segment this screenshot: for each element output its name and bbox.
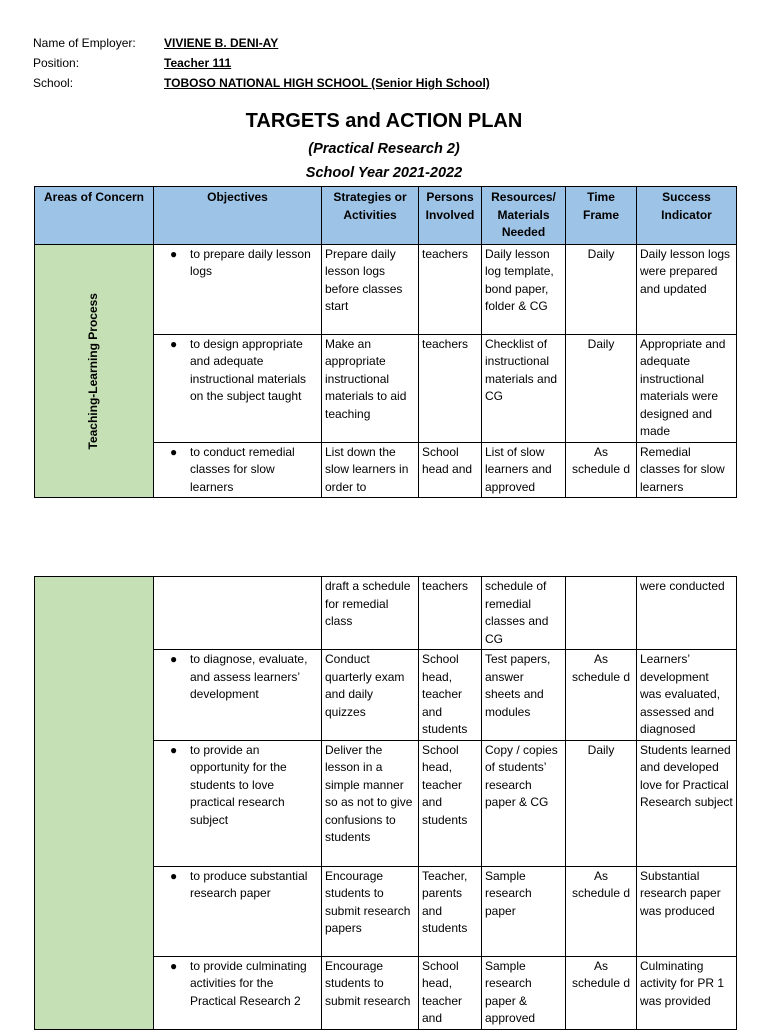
table-row — [35, 244, 737, 334]
column-header: Time Frame — [566, 187, 637, 245]
persons-text: School head, teacher and students — [422, 652, 468, 736]
indicator-text: Remedial classes for slow learners — [640, 444, 725, 494]
strategy-cell — [322, 956, 419, 1029]
resources-text: Daily lesson log template, bond paper, folder & CG — [485, 246, 554, 313]
persons-text: teachers — [422, 336, 469, 351]
employer-info — [33, 33, 490, 93]
resources-cell — [482, 442, 566, 498]
table-row — [35, 577, 737, 650]
resources-cell — [482, 650, 566, 741]
objective-text: to provide an opportunity for the students to love practical research subject — [190, 742, 287, 827]
resources-text: List of slow learners and approved — [485, 444, 552, 494]
action-plan-table — [34, 186, 737, 498]
position-value: Teacher 111 — [164, 56, 232, 70]
bullet-icon: ● — [170, 444, 178, 459]
column-header: Success Indicator — [637, 187, 737, 245]
indicator-cell — [637, 740, 737, 866]
resources-text: schedule of remedial classes and CG — [485, 579, 549, 646]
persons-cell — [419, 956, 482, 1029]
objective-text: to provide culminating activities for the Practical Research 2 — [190, 958, 307, 1008]
page-title: TARGETS and ACTION PLAN — [245, 110, 523, 132]
time-text: As schedule d — [571, 958, 631, 990]
resources-text: Test papers, answer sheets and modules — [485, 652, 551, 719]
objective-text: to design appropriate and adequate instructional materials on the subject taught — [190, 336, 307, 403]
strategy-cell — [322, 866, 419, 956]
resources-text: Checklist of instructional materials and CG — [485, 336, 558, 403]
indicator-cell — [637, 577, 737, 650]
area-of-concern-cell — [35, 244, 154, 498]
employer-row — [33, 33, 490, 53]
strategy-text: Encourage students to submit research papers — [325, 868, 411, 935]
time-text: As schedule d — [571, 868, 631, 900]
time-cell — [566, 956, 637, 1029]
indicator-cell — [637, 650, 737, 741]
indicator-cell — [637, 866, 737, 956]
resources-text: Sample research paper — [485, 868, 532, 918]
indicator-text: Culminating activity for PR 1 was provided — [640, 958, 725, 1008]
persons-cell — [419, 650, 482, 741]
column-header: Areas of Concern — [35, 187, 154, 245]
school-year: School Year 2021-2022 — [305, 165, 463, 181]
strategy-cell — [322, 442, 419, 498]
bullet-icon: ● — [170, 868, 178, 883]
strategy-cell — [322, 244, 419, 334]
objective-text: to produce substantial research paper — [190, 868, 308, 900]
indicator-text: Appropriate and adequate instructional materials were designed and made — [640, 336, 726, 438]
time-cell — [566, 740, 637, 866]
persons-cell — [419, 866, 482, 956]
school-label: School: — [33, 76, 74, 90]
strategy-text: Encourage students to submit research — [325, 958, 411, 1008]
persons-text: School head, teacher and students — [422, 742, 468, 827]
time-text: Daily — [587, 246, 615, 261]
time-text: As schedule d — [571, 652, 631, 684]
persons-text: School head, teacher and — [422, 958, 463, 1025]
objective-text: to conduct remedial classes for slow learners — [190, 444, 295, 494]
persons-text: teachers — [422, 246, 469, 261]
position-label: Position: — [33, 56, 80, 70]
strategy-cell — [322, 334, 419, 442]
resources-cell — [482, 577, 566, 650]
column-header: Strategies or Activities — [322, 187, 419, 245]
time-text: As schedule d — [571, 444, 631, 476]
bullet-icon: ● — [170, 652, 178, 666]
time-cell — [566, 650, 637, 741]
resources-cell — [482, 740, 566, 866]
indicator-text: Students learned and developed love for Practical Research subject — [640, 742, 733, 809]
objective-cell — [154, 866, 322, 956]
persons-text: teachers — [422, 579, 469, 593]
resources-text: Sample research paper & approved — [485, 958, 536, 1025]
strategy-text: List down the slow learners in order to — [325, 444, 409, 494]
employer-value: VIVIENE B. DENI-AY — [164, 36, 279, 50]
area-of-concern-cell — [35, 577, 154, 1030]
indicator-cell — [637, 244, 737, 334]
indicator-cell — [637, 956, 737, 1029]
strategy-cell — [322, 577, 419, 650]
persons-cell — [419, 740, 482, 866]
column-header: Persons Involved — [419, 187, 482, 245]
indicator-text: Daily lesson logs were prepared and updated — [640, 246, 731, 296]
indicator-text: were conducted — [640, 579, 725, 593]
persons-cell — [419, 442, 482, 498]
time-cell — [566, 442, 637, 498]
indicator-text: Learners’ development was evaluated, assessed and diagnosed — [640, 652, 721, 736]
school-row — [33, 73, 490, 93]
resources-text: Copy / copies of students’ research paper & CG — [485, 742, 558, 809]
resources-cell — [482, 334, 566, 442]
action-plan-table-continued — [34, 576, 737, 1030]
time-cell — [566, 244, 637, 334]
page-subtitle: (Practical Research 2) — [308, 141, 460, 157]
employer-label: Name of Employer: — [33, 36, 136, 50]
area-of-concern-label: Teaching-Learning Process — [86, 292, 101, 449]
bullet-icon: ● — [170, 742, 178, 757]
strategy-text: Make an appropriate instructional materials to aid teaching — [325, 336, 407, 421]
objective-cell — [154, 334, 322, 442]
objective-text: to diagnose, evaluate, and assess learners’ development — [190, 652, 308, 701]
objective-cell — [154, 442, 322, 498]
strategy-text: Prepare daily lesson logs before classes start — [325, 246, 403, 313]
strategy-text: Conduct quarterly exam and daily quizzes — [325, 652, 405, 719]
strategy-text: Deliver the lesson in a simple manner so as not to give confusions to students — [325, 742, 413, 844]
objective-cell — [154, 740, 322, 866]
persons-cell — [419, 334, 482, 442]
strategy-text: draft a schedule for remedial class — [325, 579, 411, 628]
resources-cell — [482, 956, 566, 1029]
indicator-cell — [637, 442, 737, 498]
position-row — [33, 53, 490, 73]
bullet-icon: ● — [170, 958, 178, 973]
school-value: TOBOSO NATIONAL HIGH SCHOOL (Senior High School) — [164, 76, 490, 90]
strategy-cell — [322, 740, 419, 866]
resources-cell — [482, 244, 566, 334]
bullet-icon: ● — [170, 336, 178, 351]
table-header-row — [35, 187, 737, 245]
strategy-cell — [322, 650, 419, 741]
objective-cell — [154, 244, 322, 334]
persons-cell — [419, 577, 482, 650]
bullet-icon: ● — [170, 246, 178, 261]
persons-text: Teacher, parents and students — [422, 868, 468, 935]
persons-cell — [419, 244, 482, 334]
time-cell — [566, 577, 637, 650]
objective-cell — [154, 577, 322, 650]
resources-cell — [482, 866, 566, 956]
indicator-text: Substantial research paper was produced — [640, 868, 721, 918]
objective-cell — [154, 650, 322, 741]
column-header: Resources/ Materials Needed — [482, 187, 566, 245]
time-cell — [566, 866, 637, 956]
time-text: Daily — [587, 742, 615, 757]
objective-text: to prepare daily lesson logs — [190, 246, 311, 278]
objective-cell — [154, 956, 322, 1029]
column-header: Objectives — [154, 187, 322, 245]
time-text: Daily — [587, 336, 615, 351]
indicator-cell — [637, 334, 737, 442]
persons-text: School head and — [422, 444, 473, 476]
time-cell — [566, 334, 637, 442]
